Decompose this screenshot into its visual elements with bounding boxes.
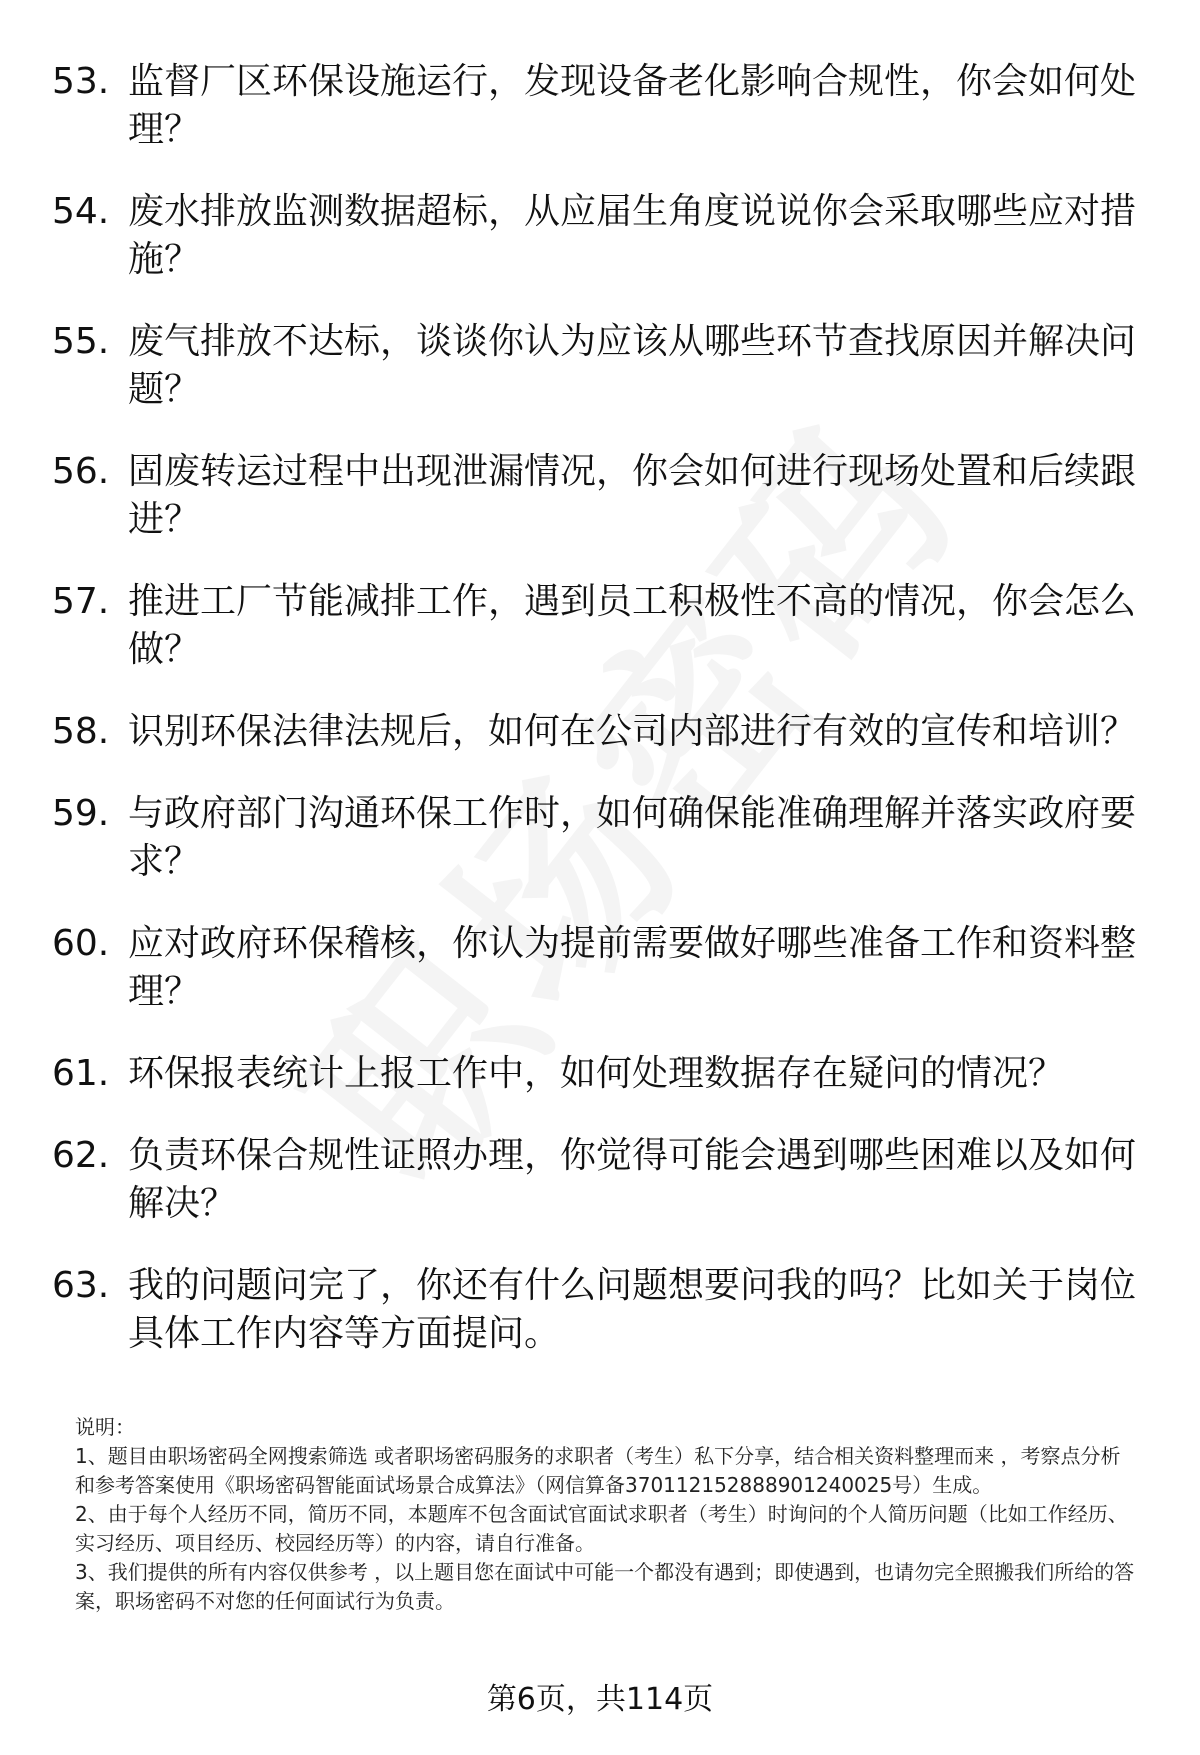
question-item — [52, 448, 1152, 544]
question-text: 识别环保法律法规后，如何在公司内部进行有效的宣传和培训？ — [128, 711, 1137, 752]
question-number: 61. — [52, 1053, 110, 1094]
question-number: 59. — [52, 793, 110, 834]
question-item — [52, 578, 1152, 674]
question-number: 57. — [52, 581, 110, 622]
notes-heading: 说明： — [75, 1415, 135, 1439]
note-item: 2、由于每个人经历不同，简历不同，本题库不包含面试官面试求职者（考生）时询问的个人简历问题（比如工作经历、实习经历、项目经历、校园经历等）的内容，请自行准备。 — [75, 1502, 1128, 1555]
question-number: 63. — [52, 1265, 110, 1306]
question-item — [52, 188, 1152, 284]
question-number: 56. — [52, 451, 110, 492]
question-text: 废水排放监测数据超标，从应届生角度说说你会采取哪些应对措施？ — [128, 191, 1137, 280]
notes-section — [75, 1413, 1135, 1616]
question-item — [52, 920, 1152, 1016]
note-item: 1、题目由职场密码全网搜索筛选 或者职场密码服务的求职者（考生）私下分享，结合相关资料整理而来 ，考察点分析和参考答案使用《职场密码智能面试场景合成算法》（网信算备370112152888901240025号）生成。 — [75, 1444, 1121, 1497]
question-number: 60. — [52, 923, 110, 964]
question-text: 固废转运过程中出现泄漏情况，你会如何进行现场处置和后续跟进？ — [128, 451, 1137, 540]
question-text: 负责环保合规性证照办理，你觉得可能会遇到哪些困难以及如何解决？ — [128, 1135, 1137, 1224]
question-number: 62. — [52, 1135, 110, 1176]
page-footer — [0, 1680, 1200, 1720]
question-item — [52, 1050, 1152, 1098]
note-item: 3、我们提供的所有内容仅供参考 ，以上题目您在面试中可能一个都没有遇到；即使遇到，也请勿完全照搬我们所给的答案，职场密码不对您的任何面试行为负责。 — [75, 1560, 1135, 1613]
question-text: 推进工厂节能减排工作，遇到员工积极性不高的情况，你会怎么做？ — [128, 581, 1137, 670]
question-text: 废气排放不达标，谈谈你认为应该从哪些环节查找原因并解决问题？ — [128, 321, 1137, 410]
question-text: 我的问题问完了，你还有什么问题想要问我的吗？比如关于岗位具体工作内容等方面提问。 — [128, 1265, 1137, 1354]
question-item — [52, 58, 1152, 154]
question-item — [52, 318, 1152, 414]
question-text: 监督厂区环保设施运行，发现设备老化影响合规性，你会如何处理？ — [128, 61, 1137, 150]
question-text: 环保报表统计上报工作中，如何处理数据存在疑问的情况？ — [128, 1053, 1065, 1094]
question-list — [52, 58, 1152, 1392]
question-number: 53. — [52, 61, 110, 102]
question-number: 58. — [52, 711, 110, 752]
question-item — [52, 1132, 1152, 1228]
question-number: 54. — [52, 191, 110, 232]
question-item — [52, 1262, 1152, 1358]
question-item — [52, 790, 1152, 886]
question-text: 应对政府环保稽核，你认为提前需要做好哪些准备工作和资料整理？ — [128, 923, 1137, 1012]
question-text: 与政府部门沟通环保工作时，如何确保能准确理解并落实政府要求？ — [128, 793, 1137, 882]
question-number: 55. — [52, 321, 110, 362]
page-number: 第6页，共114页 — [486, 1682, 714, 1717]
question-item — [52, 708, 1152, 756]
